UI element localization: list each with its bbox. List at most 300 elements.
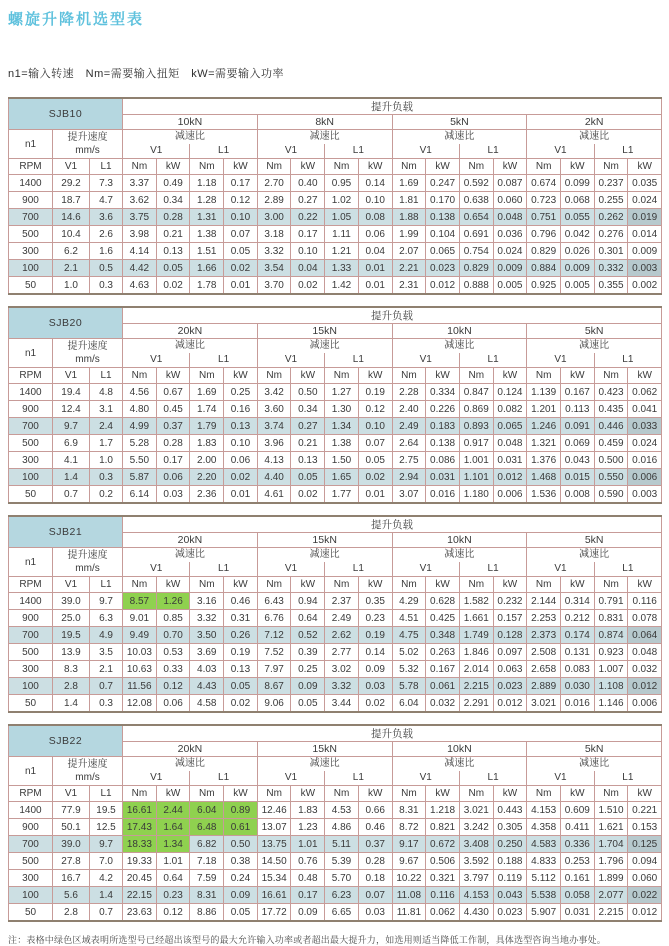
data-cell: 0.24 [224, 870, 258, 887]
col-header-rpm: RPM [9, 159, 53, 175]
data-cell: 1.376 [527, 452, 561, 469]
data-cell: 0.506 [426, 853, 460, 870]
data-cell: 1.65 [325, 469, 359, 486]
data-cell: 1.34 [156, 836, 190, 853]
table-row [9, 870, 662, 887]
data-cell: 0.5 [90, 260, 123, 277]
data-cell: 500 [9, 226, 53, 243]
data-cell: 0.04 [291, 260, 325, 277]
data-cell: 0.67 [156, 384, 190, 401]
data-cell: 4.75 [392, 627, 426, 644]
data-cell: 0.226 [426, 401, 460, 418]
data-cell: 1.0 [53, 277, 90, 295]
data-cell: 0.12 [358, 401, 392, 418]
data-cell: 0.082 [493, 401, 527, 418]
data-cell: 0.099 [560, 175, 594, 192]
data-cell: 22.15 [123, 887, 157, 904]
data-cell: 2.8 [53, 904, 90, 922]
tables-container [8, 97, 661, 922]
data-cell: 2.49 [392, 418, 426, 435]
data-cell: 0.08 [358, 209, 392, 226]
data-cell: 0.064 [628, 627, 662, 644]
col-header-v1: V1 [53, 368, 90, 384]
data-cell: 7.59 [190, 870, 224, 887]
data-cell: 1.74 [190, 401, 224, 418]
col-header-nm: Nm [527, 786, 561, 802]
data-cell: 0.01 [358, 486, 392, 504]
data-cell: 0.672 [426, 836, 460, 853]
data-cell: 0.500 [594, 452, 628, 469]
data-cell: 0.062 [628, 384, 662, 401]
data-cell: 0.161 [560, 870, 594, 887]
col-header-rpm: RPM [9, 368, 53, 384]
data-cell: 2.37 [325, 593, 359, 610]
col-header-nm: Nm [325, 786, 359, 802]
reduction-ratio-header [527, 130, 662, 159]
data-cell: 9.67 [392, 853, 426, 870]
table-row [9, 418, 662, 435]
reduction-ratio-header [527, 339, 662, 368]
speed-header: 提升速度 mm/s [53, 339, 123, 368]
data-cell: 0.247 [426, 175, 460, 192]
data-cell: 3.69 [190, 644, 224, 661]
table-row [9, 593, 662, 610]
data-cell: 6.43 [257, 593, 291, 610]
data-cell: 3.5 [90, 644, 123, 661]
data-cell: 1.218 [426, 802, 460, 819]
data-cell: 0.847 [459, 384, 493, 401]
data-cell: 0.609 [560, 802, 594, 819]
data-cell: 0.305 [493, 819, 527, 836]
data-cell: 3.32 [325, 678, 359, 695]
data-cell: 0.791 [594, 593, 628, 610]
data-cell: 11.56 [123, 678, 157, 695]
data-cell: 1.21 [325, 243, 359, 260]
table-row [9, 452, 662, 469]
table-row [9, 661, 662, 678]
data-cell: 0.116 [426, 887, 460, 904]
col-header-nm: Nm [325, 368, 359, 384]
data-cell: 7.18 [190, 853, 224, 870]
data-cell: 12.4 [53, 401, 90, 418]
data-cell: 0.10 [358, 418, 392, 435]
ratio-label: 减速比 [579, 131, 610, 142]
data-cell: 4.833 [527, 853, 561, 870]
data-cell: 4.43 [190, 678, 224, 695]
data-cell: 500 [9, 435, 53, 452]
data-cell: 19.5 [53, 627, 90, 644]
data-cell: 0.113 [560, 401, 594, 418]
col-header-nm: Nm [257, 368, 291, 384]
data-cell: 6.2 [53, 243, 90, 260]
data-cell: 9.49 [123, 627, 157, 644]
data-cell: 3.02 [325, 661, 359, 678]
data-cell: 1.83 [291, 802, 325, 819]
data-cell: 4.358 [527, 819, 561, 836]
data-cell: 0.068 [560, 192, 594, 209]
col-header-l1: L1 [90, 577, 123, 593]
table-row [9, 384, 662, 401]
col-header-kw: kW [156, 786, 190, 802]
data-cell: 0.590 [594, 486, 628, 504]
data-cell: 1.7 [90, 435, 123, 452]
col-header-v1: V1 [284, 354, 298, 365]
data-cell: 0.023 [426, 260, 460, 277]
data-cell: 0.232 [493, 593, 527, 610]
data-cell: 39.0 [53, 593, 90, 610]
col-header-nm: Nm [527, 577, 561, 593]
data-cell: 0.23 [358, 610, 392, 627]
data-cell: 700 [9, 627, 53, 644]
data-cell: 0.28 [156, 209, 190, 226]
data-cell: 0.058 [560, 887, 594, 904]
data-cell: 0.221 [628, 802, 662, 819]
data-cell: 5.32 [392, 661, 426, 678]
data-cell: 0.061 [426, 678, 460, 695]
data-cell: 1.0 [90, 452, 123, 469]
data-cell: 0.34 [156, 192, 190, 209]
data-cell: 0.06 [156, 695, 190, 713]
data-cell: 6.04 [392, 695, 426, 713]
data-cell: 700 [9, 418, 53, 435]
data-cell: 3.74 [257, 418, 291, 435]
speed-header: 提升速度 mm/s [53, 757, 123, 786]
col-header-l1: L1 [189, 353, 256, 367]
col-header-rpm: RPM [9, 577, 53, 593]
data-cell: 12.08 [123, 695, 157, 713]
data-cell: 1.18 [190, 175, 224, 192]
data-cell: 300 [9, 243, 53, 260]
data-cell: 500 [9, 853, 53, 870]
data-cell: 5.87 [123, 469, 157, 486]
col-header-nm: Nm [123, 368, 157, 384]
load-capacity-header: 5kN [527, 324, 662, 339]
data-cell: 0.888 [459, 277, 493, 295]
data-cell: 8.67 [257, 678, 291, 695]
data-cell: 2.1 [90, 661, 123, 678]
col-header-l1: L1 [324, 353, 391, 367]
data-cell: 0.917 [459, 435, 493, 452]
col-header-kw: kW [224, 577, 258, 593]
col-header-l1: L1 [189, 562, 256, 576]
data-cell: 0.02 [224, 469, 258, 486]
data-cell: 14.6 [53, 209, 90, 226]
data-cell: 0.19 [358, 627, 392, 644]
data-cell: 3.242 [459, 819, 493, 836]
data-cell: 0.05 [358, 452, 392, 469]
data-cell: 900 [9, 401, 53, 418]
selection-table-SJB21 [8, 515, 662, 713]
model-label: SJB22 [9, 725, 123, 757]
data-cell: 8.31 [392, 802, 426, 819]
data-cell: 0.13 [156, 243, 190, 260]
data-cell: 1.001 [459, 452, 493, 469]
col-header-v1: V1 [284, 772, 298, 783]
data-cell: 0.52 [291, 627, 325, 644]
col-header-l1: L1 [90, 786, 123, 802]
col-header-v1: V1 [284, 145, 298, 156]
data-cell: 0.078 [628, 610, 662, 627]
data-cell: 0.14 [358, 644, 392, 661]
data-cell: 5.112 [527, 870, 561, 887]
data-cell: 0.14 [358, 175, 392, 192]
col-header-kw: kW [156, 368, 190, 384]
data-cell: 0.25 [291, 661, 325, 678]
data-cell: 300 [9, 661, 53, 678]
load-capacity-header: 10kN [392, 324, 527, 339]
data-cell: 0.654 [459, 209, 493, 226]
data-cell: 4.153 [527, 802, 561, 819]
data-cell: 4.51 [392, 610, 426, 627]
reduction-ratio-header [123, 130, 258, 159]
selection-table-SJB20 [8, 306, 662, 504]
data-cell: 0.06 [156, 469, 190, 486]
col-header-kw: kW [426, 786, 460, 802]
data-cell: 3.32 [190, 610, 224, 627]
ratio-label: 减速比 [174, 131, 205, 142]
data-cell: 0.05 [291, 695, 325, 713]
data-cell: 6.82 [190, 836, 224, 853]
data-cell: 0.355 [594, 277, 628, 295]
data-cell: 0.170 [426, 192, 460, 209]
data-cell: 1400 [9, 384, 53, 401]
data-cell: 3.32 [257, 243, 291, 260]
data-cell: 0.06 [358, 226, 392, 243]
data-cell: 0.094 [628, 853, 662, 870]
data-cell: 0.61 [224, 819, 258, 836]
data-cell: 1.88 [392, 209, 426, 226]
reduction-ratio-header [392, 548, 527, 577]
col-header-l1: L1 [594, 353, 661, 367]
data-cell: 1.38 [325, 435, 359, 452]
col-header-nm: Nm [594, 786, 628, 802]
data-cell: 4.58 [190, 695, 224, 713]
ratio-label: 减速比 [174, 758, 205, 769]
data-cell: 100 [9, 469, 53, 486]
data-cell: 0.05 [224, 678, 258, 695]
data-cell: 0.3 [90, 277, 123, 295]
data-cell: 0.19 [224, 644, 258, 661]
data-cell: 0.212 [560, 610, 594, 627]
data-cell: 0.083 [560, 661, 594, 678]
data-cell: 4.29 [392, 593, 426, 610]
data-cell: 0.024 [628, 435, 662, 452]
col-header-v1: V1 [554, 772, 567, 783]
data-cell: 0.009 [560, 260, 594, 277]
ratio-label: 减速比 [444, 340, 475, 351]
data-cell: 0.01 [224, 277, 258, 295]
col-header-kw: kW [628, 786, 662, 802]
data-cell: 0.02 [224, 695, 258, 713]
col-header-nm: Nm [325, 577, 359, 593]
data-cell: 0.443 [493, 802, 527, 819]
data-cell: 25.0 [53, 610, 90, 627]
data-cell: 5.11 [325, 836, 359, 853]
load-capacity-header: 20kN [123, 533, 258, 548]
data-cell: 0.043 [560, 452, 594, 469]
data-cell: 17.72 [257, 904, 291, 922]
data-cell: 2.44 [156, 802, 190, 819]
data-cell: 700 [9, 209, 53, 226]
data-cell: 0.925 [527, 277, 561, 295]
data-cell: 0.02 [358, 469, 392, 486]
data-cell: 1.42 [325, 277, 359, 295]
data-cell: 0.03 [358, 678, 392, 695]
data-cell: 39.0 [53, 836, 90, 853]
data-cell: 0.183 [426, 418, 460, 435]
col-header-kw: kW [156, 159, 190, 175]
col-header-n1: n1 [9, 130, 53, 159]
data-cell: 3.6 [90, 209, 123, 226]
data-cell: 1.05 [325, 209, 359, 226]
data-cell: 1.01 [291, 836, 325, 853]
data-cell: 0.829 [459, 260, 493, 277]
data-cell: 2.21 [392, 260, 426, 277]
data-cell: 0.060 [628, 870, 662, 887]
data-cell: 50 [9, 277, 53, 295]
ratio-label: 减速比 [444, 549, 475, 560]
col-header-kw: kW [560, 577, 594, 593]
data-cell: 0.923 [594, 644, 628, 661]
data-cell: 0.03 [358, 904, 392, 922]
data-cell: 0.10 [358, 192, 392, 209]
table-row [9, 435, 662, 452]
reduction-ratio-header [392, 757, 527, 786]
data-cell: 2.40 [392, 401, 426, 418]
data-cell: 0.874 [594, 627, 628, 644]
data-cell: 0.005 [560, 277, 594, 295]
data-cell: 0.124 [493, 384, 527, 401]
data-cell: 0.76 [291, 853, 325, 870]
data-cell: 0.49 [156, 175, 190, 192]
data-cell: 0.026 [560, 243, 594, 260]
data-cell: 0.131 [560, 644, 594, 661]
load-capacity-header: 15kN [257, 533, 392, 548]
data-cell: 5.78 [392, 678, 426, 695]
data-cell: 0.17 [291, 887, 325, 904]
data-cell: 3.37 [123, 175, 157, 192]
data-cell: 0.006 [628, 695, 662, 713]
data-cell: 1.77 [325, 486, 359, 504]
data-cell: 0.48 [291, 870, 325, 887]
data-cell: 4.03 [190, 661, 224, 678]
data-cell: 6.76 [257, 610, 291, 627]
data-cell: 4.99 [123, 418, 157, 435]
data-cell: 1.99 [392, 226, 426, 243]
col-header-v1: V1 [150, 354, 163, 365]
data-cell: 0.821 [426, 819, 460, 836]
data-cell: 0.153 [628, 819, 662, 836]
data-cell: 0.012 [426, 277, 460, 295]
legend-text: n1=输入转速 Nm=需要输入扭矩 kW=需要输入功率 [8, 68, 284, 80]
table-row [9, 277, 662, 295]
data-cell: 5.6 [53, 887, 90, 904]
ratio-label: 减速比 [444, 131, 475, 142]
data-cell: 0.17 [291, 226, 325, 243]
data-cell: 0.411 [560, 819, 594, 836]
data-cell: 900 [9, 610, 53, 627]
data-cell: 4.40 [257, 469, 291, 486]
reduction-ratio-header [527, 757, 662, 786]
col-header-v1: V1 [150, 563, 163, 574]
data-cell: 0.04 [358, 243, 392, 260]
data-cell: 1.4 [53, 695, 90, 713]
data-cell: 900 [9, 819, 53, 836]
data-cell: 0.27 [291, 192, 325, 209]
data-cell: 5.28 [123, 435, 157, 452]
col-header-kw: kW [224, 786, 258, 802]
data-cell: 15.34 [257, 870, 291, 887]
col-header-kw: kW [493, 368, 527, 384]
load-capacity-header: 15kN [257, 742, 392, 757]
data-cell: 3.07 [392, 486, 426, 504]
data-cell: 0.334 [426, 384, 460, 401]
data-cell: 0.086 [426, 452, 460, 469]
data-cell: 0.46 [224, 593, 258, 610]
data-cell: 500 [9, 644, 53, 661]
data-cell: 0.674 [527, 175, 561, 192]
data-cell: 6.3 [90, 610, 123, 627]
data-cell: 0.030 [560, 678, 594, 695]
data-cell: 9.01 [123, 610, 157, 627]
col-header-l1: L1 [459, 144, 526, 158]
col-header-nm: Nm [527, 159, 561, 175]
data-cell: 7.0 [90, 853, 123, 870]
data-cell: 0.009 [628, 243, 662, 260]
data-cell: 10.03 [123, 644, 157, 661]
data-cell: 1.51 [190, 243, 224, 260]
table-row [9, 627, 662, 644]
col-header-kw: kW [426, 159, 460, 175]
data-cell: 0.16 [224, 401, 258, 418]
data-cell: 19.33 [123, 853, 157, 870]
page-title: 螺旋升降机选型表 [8, 11, 145, 28]
data-cell: 2.6 [90, 226, 123, 243]
col-header-v1: V1 [53, 159, 90, 175]
ratio-label: 减速比 [309, 131, 340, 142]
col-header-v1: V1 [53, 786, 90, 802]
ratio-label: 减速比 [309, 758, 340, 769]
data-cell: 1.321 [527, 435, 561, 452]
data-cell: 0.550 [594, 469, 628, 486]
data-cell: 0.014 [628, 226, 662, 243]
data-cell: 4.153 [459, 887, 493, 904]
data-cell: 0.754 [459, 243, 493, 260]
data-cell: 0.138 [426, 209, 460, 226]
data-cell: 3.021 [459, 802, 493, 819]
data-cell: 0.012 [628, 904, 662, 922]
data-cell: 0.006 [628, 469, 662, 486]
data-cell: 0.01 [358, 260, 392, 277]
data-cell: 4.13 [257, 452, 291, 469]
col-header-nm: Nm [527, 368, 561, 384]
data-cell: 2.62 [325, 627, 359, 644]
col-header-nm: Nm [123, 577, 157, 593]
data-cell: 0.048 [493, 209, 527, 226]
data-cell: 0.016 [628, 452, 662, 469]
data-cell: 2.28 [392, 384, 426, 401]
data-cell: 0.592 [459, 175, 493, 192]
data-cell: 0.032 [426, 695, 460, 713]
data-cell: 0.09 [224, 887, 258, 904]
data-cell: 0.065 [426, 243, 460, 260]
data-cell: 11.08 [392, 887, 426, 904]
data-cell: 0.691 [459, 226, 493, 243]
data-cell: 0.031 [426, 469, 460, 486]
reduction-ratio-header [527, 548, 662, 577]
data-cell: 0.37 [358, 836, 392, 853]
col-header-kw: kW [291, 577, 325, 593]
